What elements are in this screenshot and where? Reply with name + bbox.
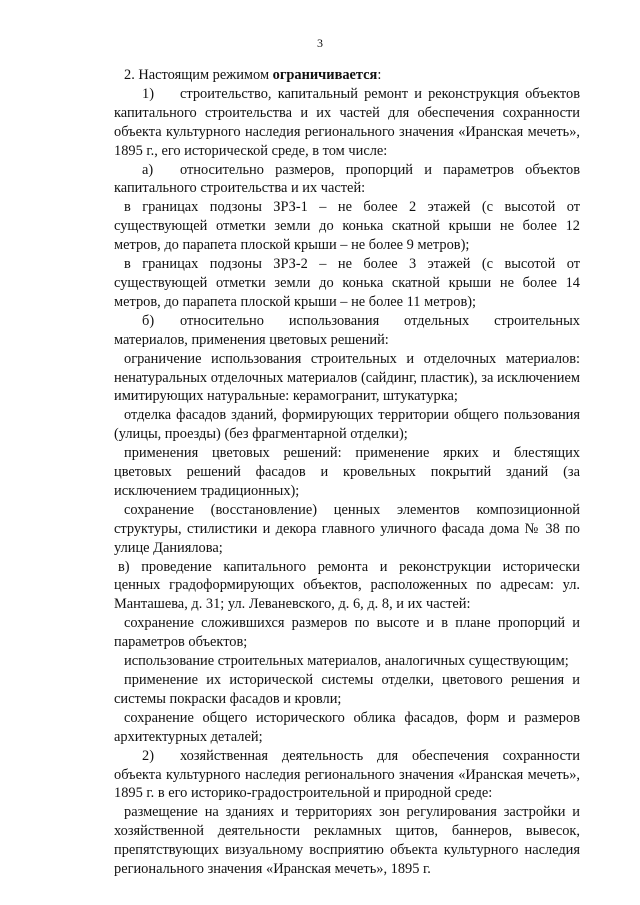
item-marker: а) <box>142 161 154 178</box>
item-marker: б) <box>142 312 155 329</box>
paragraph-size-preservation: сохранение сложившихся размеров по высоте и в плане пропорций и параметров объектов; <box>114 615 580 651</box>
page-number: 3 <box>317 36 323 50</box>
paragraph-item-2: 2) хозяйственная деятельность для обеспечения сохранности объекта культурного наследия регионального значения «Иранская мечеть», 1895 г. в его историко-градостроительной и природной среде: <box>114 747 580 802</box>
paragraph-zrz-2: в границах подзоны ЗРЗ-2 – не более 3 этажей (с высотой от существующей отметки земли до конька скатной крыши не более 14 метров, до парапета плоской крыши – не более 11 метров); <box>114 256 580 310</box>
paragraph-facade-finish: отделка фасадов зданий, формирующих территории общего пользования (улицы, проезды) (без фрагментарной отделки); <box>114 407 580 443</box>
paragraph-similar-materials: использование строительных материалов, аналогичных существующим; <box>124 653 569 670</box>
bold-term: ограничивается <box>272 67 378 83</box>
item-marker: 1) <box>142 85 154 102</box>
paragraph-color-solutions: применения цветовых решений: применение ярких и блестящих цветовых решений фасадов и кровельных покрытий зданий (за исключением традиционных); <box>114 445 580 499</box>
item-marker: 2) <box>142 747 154 764</box>
paragraph-advertising-placement: размещение на зданиях и территориях зон регулирования застройки и хозяйственной деятельности рекламных щитов, баннеров, вывесок, препятствующих визуальному восприятию объекта культурного наследия регионального значения «Иранская мечеть», 1895 г. <box>114 804 580 878</box>
paragraph-historic-finish: применение их исторической системы отделки, цветового решения и системы покраски фасадов и кровли; <box>114 672 580 707</box>
paragraph-item-b: б) относительно использования отдельных строительных материалов, применения цветовых решений: <box>114 312 580 348</box>
paragraph-materials-limit: ограничение использования строительных и отделочных материалов: ненатуральных отделочных материалов (сайдинг, пластик), за исключением имитирующих натуральные: керамогранит, штукатурка; <box>114 350 580 405</box>
paragraph-zrz-1: в границах подзоны ЗРЗ-1 – не более 2 этажей (с высотой от существующей отметки земли до конька скатной крыши не более 12 метров, до парапета плоской крыши – не более 9 метров); <box>114 199 580 254</box>
paragraph-historic-appearance: сохранение общего исторического облика фасадов, форм и размеров архитектурных деталей; <box>114 709 580 745</box>
paragraph-item-1: 1) строительство, капитальный ремонт и реконструкция объектов капитального строительства и их частей для обеспечения сохранности объекта культурного наследия регионального значения «Иранская мечеть», 1895 г., его исторической среде, в том числе: <box>114 85 580 159</box>
paragraph-item-v: в) проведение капитального ремонта и реконструкции исторически ценных градоформирующих объектов, расположенных по адресам: ул. Манташева, д. 31; ул. Леваневского, д. 6, д. 8, и их частей: <box>114 558 580 613</box>
document-body <box>114 66 580 879</box>
paragraph-item-a: а) относительно размеров, пропорций и параметров объектов капитального строительства и их частей: <box>114 161 580 197</box>
paragraph-restrictions-heading: 2. Настоящим режимом ограничивается: <box>124 67 382 83</box>
paragraph-decor-preservation: сохранение (восстановление) ценных элементов композиционной структуры, стилистики и декора главного уличного фасада дома № 38 по улице Даниялова; <box>114 501 580 556</box>
